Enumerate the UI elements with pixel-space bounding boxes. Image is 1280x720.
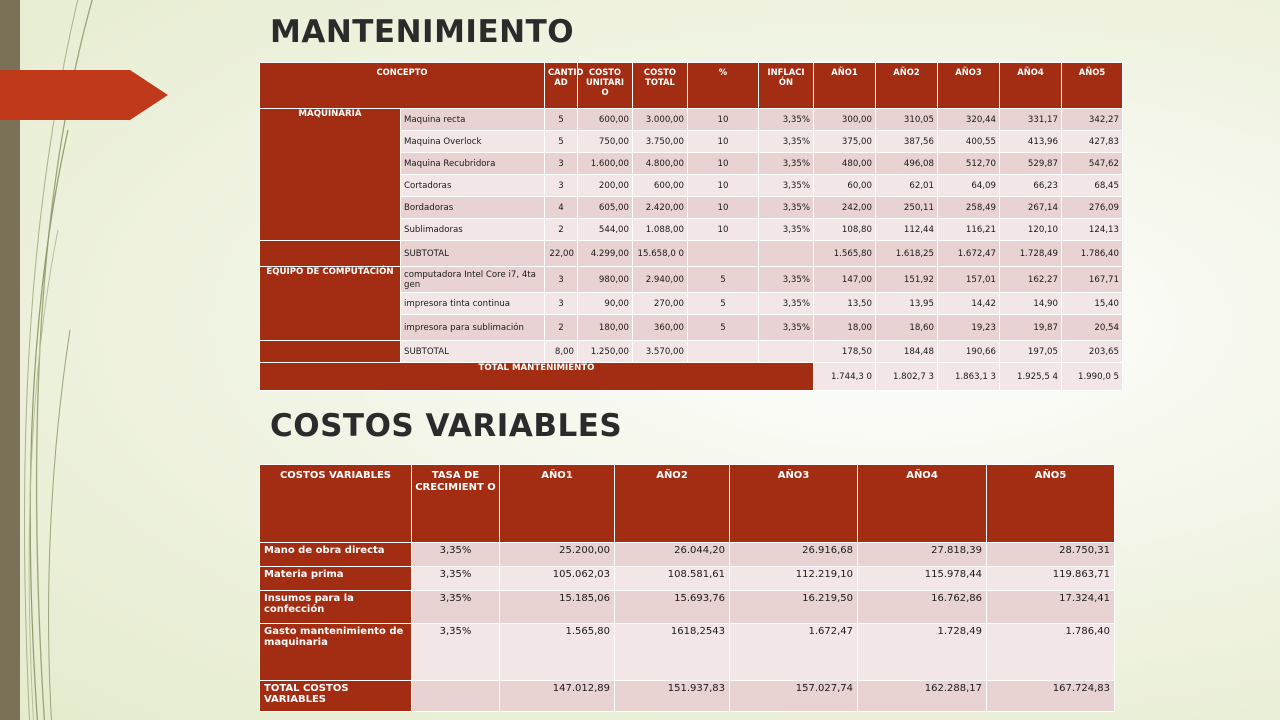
header-porcentaje: % xyxy=(688,63,759,109)
year1-cell: 242,00 xyxy=(814,197,876,219)
subtotal-qty: 22,00 xyxy=(545,241,578,267)
qty-cell: 3 xyxy=(545,293,578,315)
subtotal-year1: 178,50 xyxy=(814,341,876,363)
inflation-cell: 3,35% xyxy=(759,153,814,175)
concept-cell: computadora Intel Core i7, 4ta gen xyxy=(401,267,545,293)
subtotal-label: SUBTOTAL xyxy=(401,241,545,267)
unit-cost-cell: 180,00 xyxy=(578,315,633,341)
year5-cell: 547,62 xyxy=(1062,153,1123,175)
total-cost-cell: 360,00 xyxy=(633,315,688,341)
year4-cell: 162,27 xyxy=(1000,267,1062,293)
total-label: TOTAL COSTOS VARIABLES xyxy=(260,681,412,712)
inflation-cell: 3,35% xyxy=(759,267,814,293)
header-costo-unitario: COSTO UNITARI O xyxy=(578,63,633,109)
total-year5: 167.724,83 xyxy=(987,681,1115,712)
subtotal-pct xyxy=(688,341,759,363)
year4-cell: 1.728,49 xyxy=(858,624,987,681)
header-ano1: AÑO1 xyxy=(814,63,876,109)
maintenance-header-row xyxy=(260,63,1123,109)
year4-cell: 27.818,39 xyxy=(858,543,987,567)
subtotal-year5: 203,65 xyxy=(1062,341,1123,363)
year1-cell: 147,00 xyxy=(814,267,876,293)
year4-cell: 120,10 xyxy=(1000,219,1062,241)
maintenance-table xyxy=(259,62,1123,391)
year1-cell: 60,00 xyxy=(814,175,876,197)
concept-cell: impresora para sublimación xyxy=(401,315,545,341)
year2-cell: 108.581,61 xyxy=(615,567,730,591)
year5-cell: 427,83 xyxy=(1062,131,1123,153)
year2-cell: 310,05 xyxy=(876,109,938,131)
subtotal-unit-cost: 1.250,00 xyxy=(578,341,633,363)
year4-cell: 115.978,44 xyxy=(858,567,987,591)
header-ano5: AÑO5 xyxy=(987,465,1115,543)
subtotal-total-cost: 3.570,00 xyxy=(633,341,688,363)
subtotal-year4: 197,05 xyxy=(1000,341,1062,363)
pct-cell: 10 xyxy=(688,219,759,241)
subtotal-year4: 1.728,49 xyxy=(1000,241,1062,267)
year1-cell: 480,00 xyxy=(814,153,876,175)
year2-cell: 1618,2543 xyxy=(615,624,730,681)
year5-cell: 119.863,71 xyxy=(987,567,1115,591)
row-label: Gasto mantenimiento de maquinaria xyxy=(260,624,412,681)
total-label: TOTAL MANTENIMIENTO xyxy=(260,363,814,391)
year2-cell: 13,95 xyxy=(876,293,938,315)
qty-cell: 5 xyxy=(545,109,578,131)
year3-cell: 1.672,47 xyxy=(730,624,858,681)
qty-cell: 4 xyxy=(545,197,578,219)
year3-cell: 26.916,68 xyxy=(730,543,858,567)
inflation-cell: 3,35% xyxy=(759,293,814,315)
total-year5: 1.990,0 5 xyxy=(1062,363,1123,391)
year5-cell: 276,09 xyxy=(1062,197,1123,219)
header-ano3: AÑO3 xyxy=(730,465,858,543)
year2-cell: 250,11 xyxy=(876,197,938,219)
year1-cell: 375,00 xyxy=(814,131,876,153)
group-equipo-computacion: EQUIPO DE COMPUTACIÓN xyxy=(260,267,401,341)
subtotal-qty: 8,00 xyxy=(545,341,578,363)
total-row xyxy=(260,363,1123,391)
pct-cell: 5 xyxy=(688,315,759,341)
year4-cell: 529,87 xyxy=(1000,153,1062,175)
unit-cost-cell: 90,00 xyxy=(578,293,633,315)
year3-cell: 116,21 xyxy=(938,219,1000,241)
total-cost-cell: 2.940,00 xyxy=(633,267,688,293)
year5-cell: 167,71 xyxy=(1062,267,1123,293)
year2-cell: 112,44 xyxy=(876,219,938,241)
year4-cell: 14,90 xyxy=(1000,293,1062,315)
variable-costs-table xyxy=(259,464,1115,712)
year5-cell: 342,27 xyxy=(1062,109,1123,131)
year5-cell: 20,54 xyxy=(1062,315,1123,341)
group-spacer xyxy=(260,241,401,267)
group-maquinaria: MAQUINARIA xyxy=(260,109,401,241)
year3-cell: 320,44 xyxy=(938,109,1000,131)
year1-cell: 1.565,80 xyxy=(500,624,615,681)
subtotal-year2: 1.618,25 xyxy=(876,241,938,267)
subtotal-row xyxy=(260,241,1123,267)
inflation-cell: 3,35% xyxy=(759,315,814,341)
total-cost-cell: 1.088,00 xyxy=(633,219,688,241)
year2-cell: 18,60 xyxy=(876,315,938,341)
qty-cell: 2 xyxy=(545,315,578,341)
header-inflacion: INFLACI ÓN xyxy=(759,63,814,109)
header-ano4: AÑO4 xyxy=(858,465,987,543)
total-row xyxy=(260,681,1115,712)
year2-cell: 387,56 xyxy=(876,131,938,153)
group-spacer xyxy=(260,341,401,363)
year2-cell: 15.693,76 xyxy=(615,591,730,624)
unit-cost-cell: 544,00 xyxy=(578,219,633,241)
qty-cell: 3 xyxy=(545,153,578,175)
total-year1: 1.744,3 0 xyxy=(814,363,876,391)
unit-cost-cell: 1.600,00 xyxy=(578,153,633,175)
header-costo-total: COSTO TOTAL xyxy=(633,63,688,109)
total-year3: 1.863,1 3 xyxy=(938,363,1000,391)
year3-cell: 157,01 xyxy=(938,267,1000,293)
year3-cell: 16.219,50 xyxy=(730,591,858,624)
table-row xyxy=(260,624,1115,681)
concept-cell: impresora tinta continua xyxy=(401,293,545,315)
year1-cell: 108,80 xyxy=(814,219,876,241)
header-ano3: AÑO3 xyxy=(938,63,1000,109)
year2-cell: 62,01 xyxy=(876,175,938,197)
accent-arrow-icon xyxy=(0,60,170,130)
header-concepto: CONCEPTO xyxy=(260,63,545,109)
pct-cell: 10 xyxy=(688,109,759,131)
table-row xyxy=(260,591,1115,624)
table-row xyxy=(260,109,1123,131)
unit-cost-cell: 200,00 xyxy=(578,175,633,197)
year2-cell: 151,92 xyxy=(876,267,938,293)
concept-cell: Maquina Recubridora xyxy=(401,153,545,175)
qty-cell: 3 xyxy=(545,267,578,293)
row-label: Mano de obra directa xyxy=(260,543,412,567)
row-label: Insumos para la confección xyxy=(260,591,412,624)
subtotal-total-cost: 15.658,0 0 xyxy=(633,241,688,267)
year5-cell: 28.750,31 xyxy=(987,543,1115,567)
year2-cell: 26.044,20 xyxy=(615,543,730,567)
pct-cell: 10 xyxy=(688,175,759,197)
rate-cell: 3,35% xyxy=(412,591,500,624)
pct-cell: 5 xyxy=(688,267,759,293)
qty-cell: 5 xyxy=(545,131,578,153)
variable-costs-title: COSTOS VARIABLES xyxy=(270,408,623,444)
header-tasa-crecimiento: TASA DE CRECIMIENT O xyxy=(412,465,500,543)
year5-cell: 15,40 xyxy=(1062,293,1123,315)
year1-cell: 15.185,06 xyxy=(500,591,615,624)
pct-cell: 10 xyxy=(688,153,759,175)
total-year4: 162.288,17 xyxy=(858,681,987,712)
pct-cell: 5 xyxy=(688,293,759,315)
table-row xyxy=(260,567,1115,591)
unit-cost-cell: 600,00 xyxy=(578,109,633,131)
year2-cell: 496,08 xyxy=(876,153,938,175)
total-cost-cell: 4.800,00 xyxy=(633,153,688,175)
subtotal-label: SUBTOTAL xyxy=(401,341,545,363)
subtotal-inflation xyxy=(759,241,814,267)
total-year4: 1.925,5 4 xyxy=(1000,363,1062,391)
variable-costs-header-row xyxy=(260,465,1115,543)
unit-cost-cell: 980,00 xyxy=(578,267,633,293)
header-cantidad: CANTID AD xyxy=(545,63,578,109)
unit-cost-cell: 750,00 xyxy=(578,131,633,153)
inflation-cell: 3,35% xyxy=(759,131,814,153)
total-year1: 147.012,89 xyxy=(500,681,615,712)
concept-cell: Maquina recta xyxy=(401,109,545,131)
header-ano2: AÑO2 xyxy=(876,63,938,109)
rate-cell: 3,35% xyxy=(412,543,500,567)
year4-cell: 66,23 xyxy=(1000,175,1062,197)
total-year2: 151.937,83 xyxy=(615,681,730,712)
inflation-cell: 3,35% xyxy=(759,219,814,241)
total-cost-cell: 2.420,00 xyxy=(633,197,688,219)
year1-cell: 18,00 xyxy=(814,315,876,341)
concept-cell: Sublimadoras xyxy=(401,219,545,241)
subtotal-year3: 1.672,47 xyxy=(938,241,1000,267)
table-row xyxy=(260,267,1123,293)
table-row xyxy=(260,543,1115,567)
subtotal-inflation xyxy=(759,341,814,363)
rate-cell: 3,35% xyxy=(412,567,500,591)
year1-cell: 105.062,03 xyxy=(500,567,615,591)
qty-cell: 2 xyxy=(545,219,578,241)
total-year2: 1.802,7 3 xyxy=(876,363,938,391)
total-cost-cell: 3.750,00 xyxy=(633,131,688,153)
year3-cell: 258,49 xyxy=(938,197,1000,219)
row-label: Materia prima xyxy=(260,567,412,591)
year5-cell: 17.324,41 xyxy=(987,591,1115,624)
total-cost-cell: 3.000,00 xyxy=(633,109,688,131)
year5-cell: 68,45 xyxy=(1062,175,1123,197)
subtotal-row xyxy=(260,341,1123,363)
year1-cell: 13,50 xyxy=(814,293,876,315)
maintenance-title: MANTENIMIENTO xyxy=(270,14,575,50)
total-cost-cell: 600,00 xyxy=(633,175,688,197)
year4-cell: 331,17 xyxy=(1000,109,1062,131)
subtotal-pct xyxy=(688,241,759,267)
header-ano2: AÑO2 xyxy=(615,465,730,543)
year4-cell: 16.762,86 xyxy=(858,591,987,624)
inflation-cell: 3,35% xyxy=(759,197,814,219)
subtotal-year2: 184,48 xyxy=(876,341,938,363)
concept-cell: Maquina Overlock xyxy=(401,131,545,153)
subtotal-year5: 1.786,40 xyxy=(1062,241,1123,267)
total-year3: 157.027,74 xyxy=(730,681,858,712)
year4-cell: 267,14 xyxy=(1000,197,1062,219)
year5-cell: 124,13 xyxy=(1062,219,1123,241)
header-costos-variables: COSTOS VARIABLES xyxy=(260,465,412,543)
inflation-cell: 3,35% xyxy=(759,109,814,131)
rate-cell: 3,35% xyxy=(412,624,500,681)
header-ano5: AÑO5 xyxy=(1062,63,1123,109)
year1-cell: 300,00 xyxy=(814,109,876,131)
concept-cell: Cortadoras xyxy=(401,175,545,197)
year1-cell: 25.200,00 xyxy=(500,543,615,567)
year3-cell: 14,42 xyxy=(938,293,1000,315)
subtotal-unit-cost: 4.299,00 xyxy=(578,241,633,267)
year3-cell: 112.219,10 xyxy=(730,567,858,591)
total-cost-cell: 270,00 xyxy=(633,293,688,315)
year4-cell: 19,87 xyxy=(1000,315,1062,341)
year3-cell: 64,09 xyxy=(938,175,1000,197)
inflation-cell: 3,35% xyxy=(759,175,814,197)
subtotal-year1: 1.565,80 xyxy=(814,241,876,267)
concept-cell: Bordadoras xyxy=(401,197,545,219)
header-ano4: AÑO4 xyxy=(1000,63,1062,109)
subtotal-year3: 190,66 xyxy=(938,341,1000,363)
unit-cost-cell: 605,00 xyxy=(578,197,633,219)
total-rate xyxy=(412,681,500,712)
year4-cell: 413,96 xyxy=(1000,131,1062,153)
year5-cell: 1.786,40 xyxy=(987,624,1115,681)
header-ano1: AÑO1 xyxy=(500,465,615,543)
qty-cell: 3 xyxy=(545,175,578,197)
year3-cell: 512,70 xyxy=(938,153,1000,175)
pct-cell: 10 xyxy=(688,197,759,219)
year3-cell: 400,55 xyxy=(938,131,1000,153)
year3-cell: 19,23 xyxy=(938,315,1000,341)
pct-cell: 10 xyxy=(688,131,759,153)
